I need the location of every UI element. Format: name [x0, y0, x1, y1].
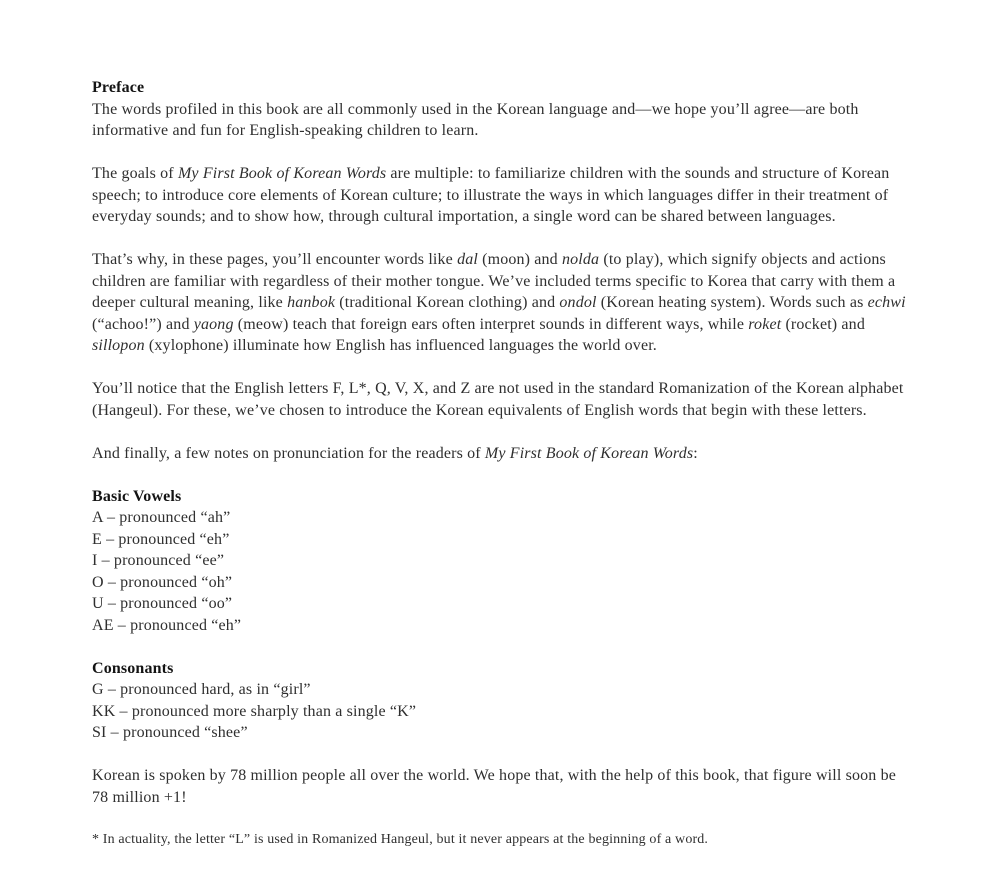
consonant-line-g: G – pronounced hard, as in “girl”: [92, 681, 311, 698]
basic-vowels-section: [92, 486, 910, 637]
consonant-line-kk: KK – pronounced more sharply than a single “K”: [92, 702, 417, 720]
paragraph-goals: The goals of My First Book of Korean Words are multiple: to familiarize children with the sounds and structure of Korean speech; to introduce core elements of Korean culture; to illustrate the ways in which languages differ in their treatment of everyday sounds; and to show how, through cultural importation, a single word can be shared between languages.: [92, 165, 890, 225]
consonants-section: [92, 658, 910, 744]
paragraph-pronunciation-intro: And finally, a few notes on pronunciation for the readers of My First Book of Korean Words:: [92, 444, 698, 462]
vowel-line-u: U – pronounced “oo”: [92, 595, 233, 612]
vowel-line-o: O – pronounced “oh”: [92, 573, 233, 591]
paragraph-intro: The words profiled in this book are all commonly used in the Korean language and—we hope you’ll agree—are both informative and fun for English-speaking children to learn.: [92, 100, 859, 139]
paragraph-letters: You’ll notice that the English letters F, L*, Q, V, X, and Z are not used in the standard Romanization of the Korean alphabet (Hangeul). For these, we’ve chosen to introduce the Korean equivalents of English words that begin with these letters.: [92, 380, 904, 419]
vowel-line-a: A – pronounced “ah”: [92, 509, 231, 526]
vowel-line-i: I – pronounced “ee”: [92, 552, 225, 569]
footnote-asterisk: * In actuality, the letter “L” is used in Romanized Hangeul, but it never appears at the beginning of a word.: [92, 831, 709, 847]
preface-heading: Preface: [92, 79, 145, 96]
vowel-line-e: E – pronounced “eh”: [92, 530, 230, 548]
basic-vowels-heading: Basic Vowels: [92, 487, 182, 505]
vowel-line-ae: AE – pronounced “eh”: [92, 616, 242, 634]
consonant-line-si: SI – pronounced “shee”: [92, 724, 248, 741]
preface-text-block: [92, 77, 910, 863]
consonants-heading: Consonants: [92, 659, 174, 677]
paragraph-examples: That’s why, in these pages, you’ll encounter words like dal (moon) and nolda (to play), which signify objects and actions children are familiar with regardless of their mother tongue. We’ve included terms specific to Korea that carry with them a deeper cultural meaning, like hanbok (traditional Korean clothing) and ondol (Korean heating system). Words such as echwi (“achoo!”) and yaong (meow) teach that foreign ears often interpret sounds in different ways, while roket (rocket) and sillopon (xylophone) illuminate how English has influenced languages the world over.: [92, 251, 906, 354]
paragraph-closing: Korean is spoken by 78 million people all over the world. We hope that, with the help of this book, that figure will soon be 78 million +1!: [92, 767, 896, 806]
